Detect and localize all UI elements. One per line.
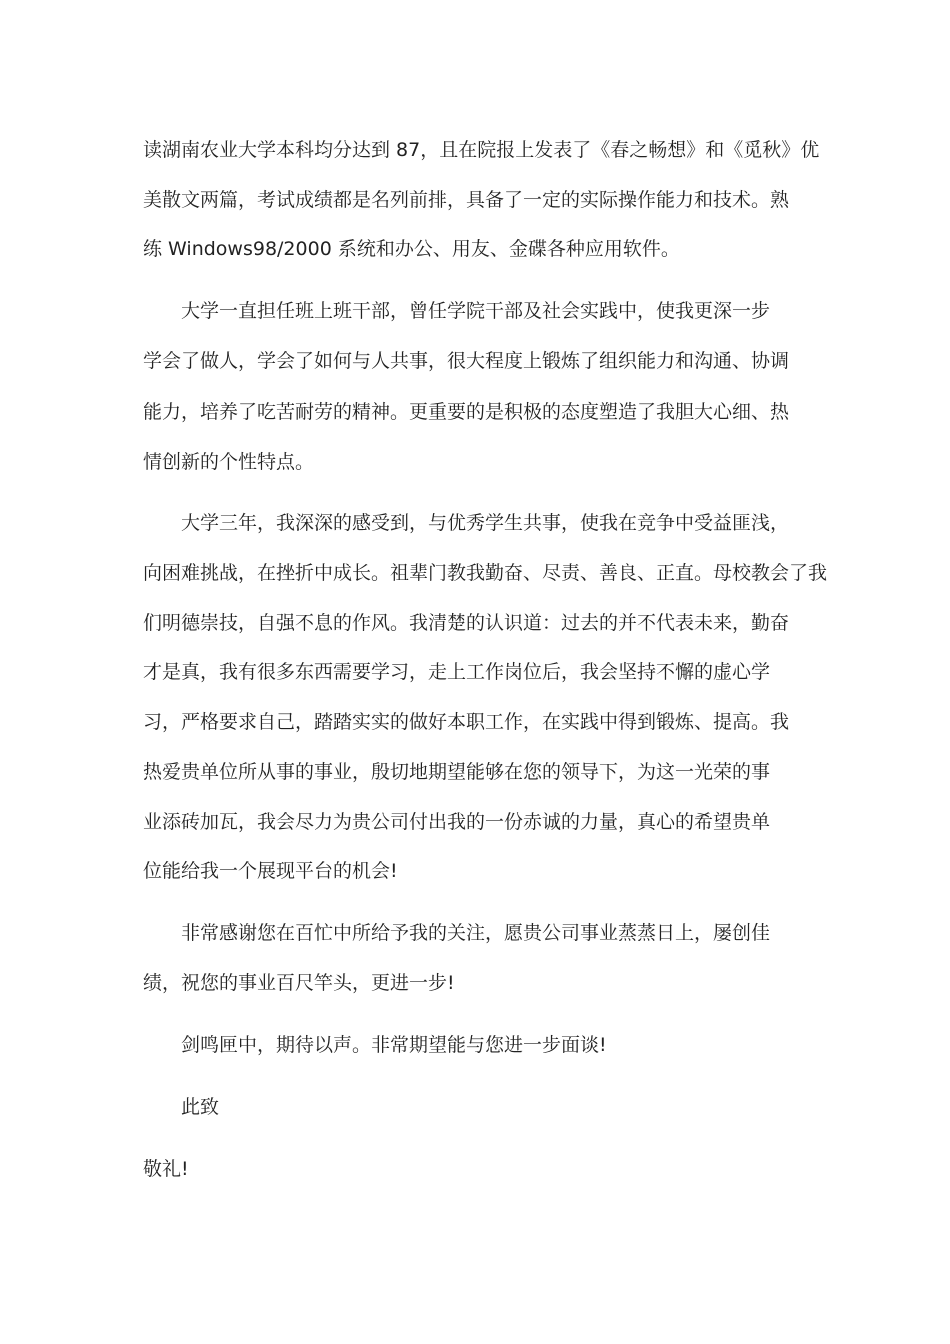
- salutation-cizhi: 此致: [181, 1096, 220, 1118]
- text-line: 才是真，我有很多东西需要学习，走上工作岗位后，我会坚持不懈的虚心学: [143, 661, 771, 683]
- text-line: 绩，祝您的事业百尺竿头，更进一步!: [143, 972, 455, 994]
- text-line: 们明德崇技，自强不息的作风。我清楚的认识道：过去的并不代表未来，勤奋: [143, 612, 790, 634]
- text-line: 位能给我一个展现平台的机会!: [143, 860, 398, 882]
- closing-line: 剑鸣匣中，期待以声。非常期望能与您进一步面谈!: [181, 1034, 607, 1056]
- text-line: 读湖南农业大学本科均分达到 87，且在院报上发表了《春之畅想》和《觅秋》优: [143, 139, 820, 161]
- text-line: 向困难挑战，在挫折中成长。祖辈门教我勤奋、尽责、善良、正直。母校教会了我: [143, 562, 828, 584]
- text-line: 业添砖加瓦，我会尽力为贵公司付出我的一份赤诚的力量，真心的希望贵单: [143, 811, 771, 833]
- text-line: 热爱贵单位所从事的事业，殷切地期望能够在您的领导下，为这一光荣的事: [143, 761, 771, 783]
- text-line: 能力，培养了吃苦耐劳的精神。更重要的是积极的态度塑造了我胆大心细、热: [143, 401, 790, 423]
- paragraph-first-line: 大学三年，我深深的感受到，与优秀学生共事，使我在竞争中受益匪浅，: [181, 512, 790, 534]
- text-line: 习，严格要求自己，踏踏实实的做好本职工作，在实践中得到锻炼、提高。我: [143, 711, 790, 733]
- salutation-jingli: 敬礼!: [143, 1158, 189, 1180]
- text-line: 情创新的个性特点。: [143, 451, 315, 473]
- text-line: 学会了做人，学会了如何与人共事，很大程度上锻炼了组织能力和沟通、协调: [143, 350, 790, 372]
- text-line: 练 Windows98/2000 系统和办公、用友、金碟各种应用软件。: [143, 238, 680, 260]
- paragraph-first-line: 非常感谢您在百忙中所给予我的关注，愿贵公司事业蒸蒸日上，屡创佳: [181, 922, 771, 944]
- paragraph-first-line: 大学一直担任班上班干部，曾任学院干部及社会实践中，使我更深一步: [181, 300, 771, 322]
- text-line: 美散文两篇，考试成绩都是名列前排，具备了一定的实际操作能力和技术。熟: [143, 189, 790, 211]
